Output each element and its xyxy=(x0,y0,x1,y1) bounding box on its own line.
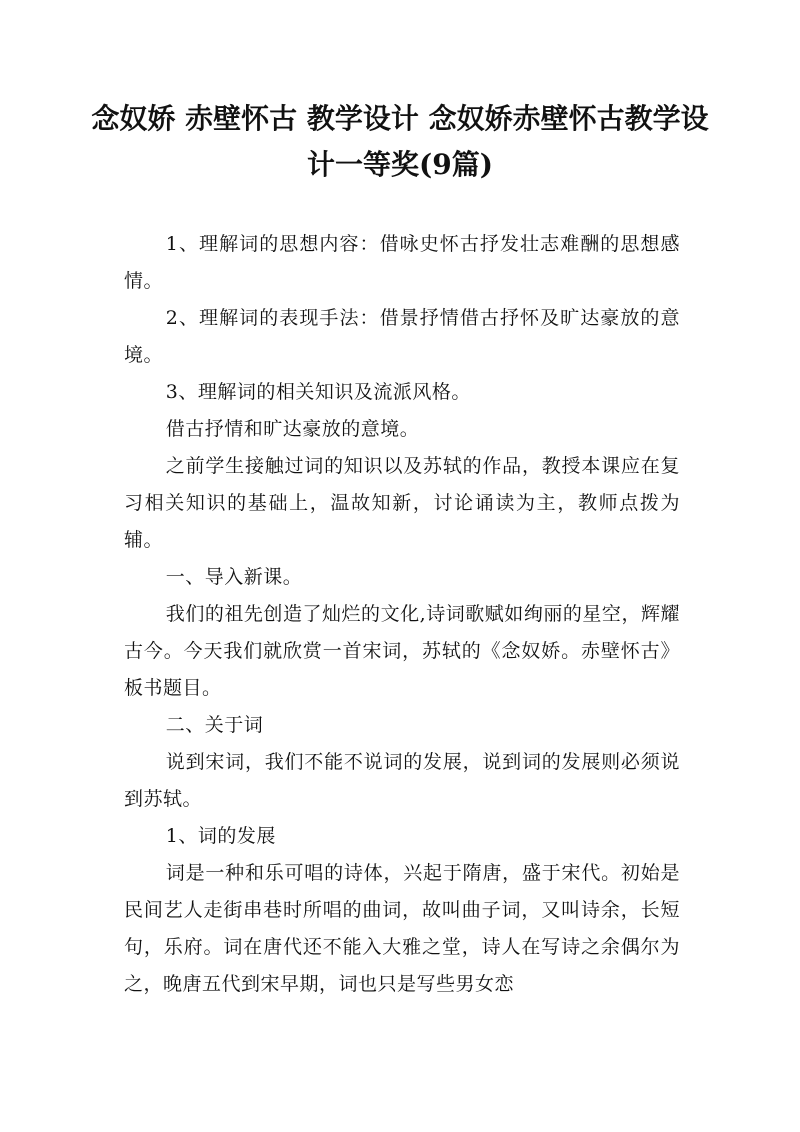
paragraph-teaching-method: 之前学生接触过词的知识以及苏轼的作品，教授本课应在复习相关知识的基础上，温故知新，讨论诵读为主，教师点拨为辅。 xyxy=(124,455,680,551)
section-heading-about-ci: 二、关于词 xyxy=(165,714,264,736)
paragraph-about-ci: 说到宋词，我们不能不说词的发展，说到词的发展则必须说到苏轼。 xyxy=(124,751,680,810)
subheading-ci-development: 1、词的发展 xyxy=(165,825,276,847)
section-heading-intro: 一、导入新课。 xyxy=(165,566,303,588)
paragraph-key-point: 借古抒情和旷达豪放的意境。 xyxy=(165,418,420,440)
document-title: 念奴娇 赤壁怀古 教学设计 念奴娇赤壁怀古教学设计一等奖(9篇) xyxy=(91,102,709,181)
paragraph-ci-development: 词是一种和乐可唱的诗体，兴起于隋唐，盛于宋代。初始是民间艺人走街串巷时所唱的曲词，故叫曲子词，又叫诗余，长短句，乐府。词在唐代还不能入大雅之堂，诗人在写诗之余偶尔为之，晚唐五代到宋早期，词也只是写些男女恋 xyxy=(124,862,680,995)
paragraph-objective-2: 2、理解词的表现手法：借景抒情借古抒怀及旷达豪放的意境。 xyxy=(124,307,680,366)
document-body xyxy=(124,226,680,1003)
paragraph-objective-3: 3、理解词的相关知识及流派风格。 xyxy=(165,381,471,403)
paragraph-objective-1: 1、理解词的思想内容：借咏史怀古抒发壮志难酬的思想感情。 xyxy=(124,233,680,292)
paragraph-intro: 我们的祖先创造了灿烂的文化,诗词歌赋如绚丽的星空，辉耀古今。今天我们就欣赏一首宋词，苏轼的《念奴娇。赤壁怀古》板书题目。 xyxy=(124,603,680,699)
